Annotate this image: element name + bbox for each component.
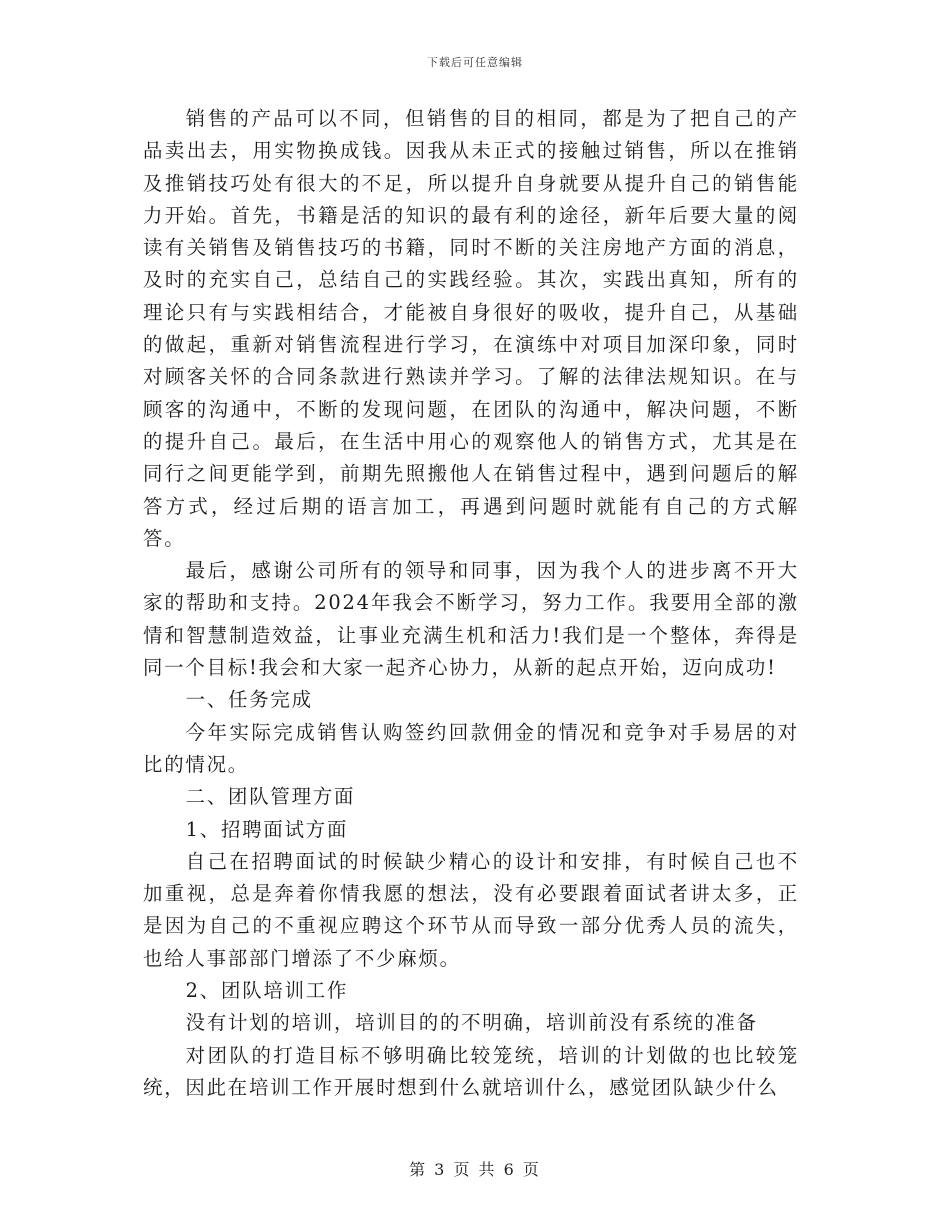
paragraph-recruitment: 自己在招聘面试的时候缺少精心的设计和安排，有时候自己也不加重视，总是奔着你情我愿的想法，没有必要跟着面试者讲太多，正是因为自己的不重视应聘这个环节从而导致一部分优秀人员的流失，也给人事部部门增添了不少麻烦。	[143, 849, 799, 970]
paragraph-thanks: 最后，感谢公司所有的领导和同事，因为我个人的进步离不开大家的帮助和支持。2024年我会不断学习，努力工作。我要用全部的激情和智慧制造效益，让事业充满生机和活力!我们是一个整体，奔得是同一个目标!我会和大家一起齐心协力，从新的起点开始，迈向成功!	[143, 559, 799, 680]
subheading-recruitment: 1、招聘面试方面	[185, 817, 349, 841]
paragraph-sales-improvement: 销售的产品可以不同，但销售的目的相同，都是为了把自己的产品卖出去，用实物换成钱。因我从未正式的接触过销售，所以在推销及推销技巧处有很大的不足，所以提升自身就要从提升自己的销售能力开始。首先，书籍是活的知识的最有利的途径，新年后要大量的阅读有关销售及销售技巧的书籍，同时不断的关注房地产方面的消息，及时的充实自己，总结自己的实践经验。其次，实践出真知，所有的理论只有与实践相结合，才能被自身很好的吸收，提升自己，从基础的做起，重新对销售流程进行学习，在演练中对项目加深印象，同时对顾客关怀的合同条款进行熟读并学习。了解的法律法规知识。在与顾客的沟通中，不断的发现问题，在团队的沟通中，解决问题，不断的提升自己。最后，在生活中用心的观察他人的销售方式，尤其是在同行之间更能学到，前期先照搬他人在销售过程中，遇到问题后的解答方式，经过后期的语言加工，再遇到问题时就能有自己的方式解答。	[143, 107, 799, 550]
heading-team-management: 二、团队管理方面	[185, 785, 356, 809]
paragraph-task-completion: 今年实际完成销售认购签约回款佣金的情况和竞争对手易居的对比的情况。	[143, 720, 799, 776]
page-footer	[0, 1157, 950, 1180]
subheading-team-training: 2、团队培训工作	[185, 979, 349, 1003]
paragraph-training-plan: 没有计划的培训，培训目的的不明确，培训前没有系统的准备	[185, 1011, 758, 1035]
paragraph-training-goals: 对团队的打造目标不够明确比较笼统，培训的计划做的也比较笼统，因此在培训工作开展时想到什么就培训什么，感觉团队缺少什么	[143, 1043, 799, 1099]
page-number-label: 第 3 页 共 6 页	[409, 1160, 541, 1179]
heading-task-completion: 一、任务完成	[185, 688, 313, 712]
header-note: 下载后可任意编辑	[427, 56, 523, 69]
document-body	[143, 103, 799, 1104]
